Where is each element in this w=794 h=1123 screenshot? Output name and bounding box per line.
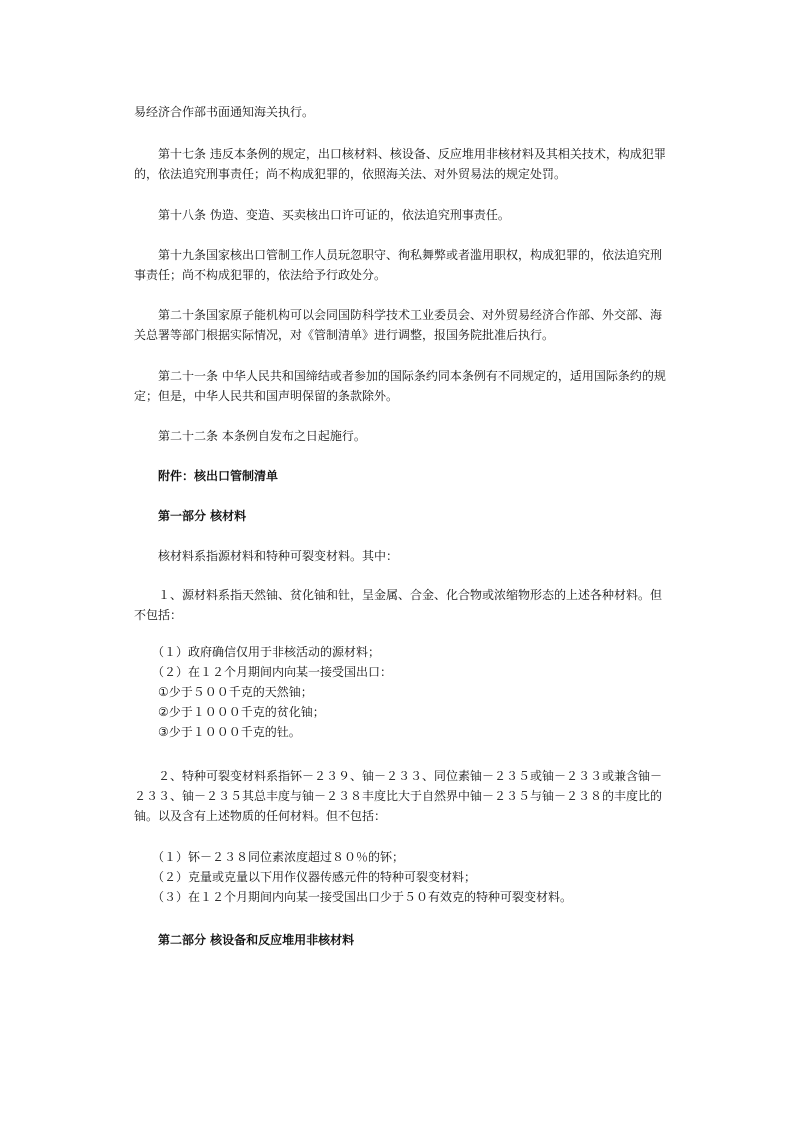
article-19 — [134, 245, 662, 285]
text-line: 第二十条国家原子能机构可以会同国防科学技术工业委员会、对外贸易经济合作部、外交部、海 — [134, 308, 663, 322]
annex-title — [134, 466, 662, 486]
text-line: ２３３、铀－２３５其总丰度与铀－２３８丰度比大于自然界中铀－２３５与铀－２３８的丰度比的 — [134, 789, 663, 803]
part1-title — [134, 506, 662, 526]
part2-title — [134, 930, 662, 950]
article-17 — [134, 144, 666, 184]
text-line: 的，依法追究刑事责任；尚不构成犯罪的，依照海关法、对外贸易法的规定处罚。 — [134, 167, 567, 181]
item-1-list — [134, 642, 662, 742]
item-2-list — [134, 847, 662, 907]
item-2 — [134, 766, 662, 826]
text-line: １、源材料系指天然铀、贫化铀和钍，呈金属、合金、化合物或浓缩物形态的上述各种材料。但 — [134, 588, 663, 602]
list-item: ③少于１０００千克的钍。 — [134, 725, 301, 739]
item-1 — [134, 585, 662, 625]
article-21 — [134, 366, 666, 406]
paragraph-continuation — [134, 102, 662, 122]
text-line: 第二部分 核设备和反应堆用非核材料 — [134, 933, 355, 947]
list-item: （１）钚－２３８同位素浓度超过８０％的钚； — [134, 850, 405, 864]
text-line: 第一部分 核材料 — [134, 509, 247, 523]
text-line: 第十九条国家核出口管制工作人员玩忽职守、徇私舞弊或者滥用职权，构成犯罪的，依法追究刑 — [134, 248, 663, 262]
article-18 — [134, 205, 662, 225]
text-line: 附件：核出口管制清单 — [134, 469, 279, 483]
part1-intro — [134, 546, 662, 566]
list-item: （２）在１２个月期间内向某一接受国出口： — [134, 665, 393, 679]
list-item: ①少于５００千克的天然铀； — [134, 685, 313, 699]
list-item: （３）在１２个月期间内向某一接受国出口少于５０有效克的特种可裂变材料。 — [134, 890, 573, 904]
list-item: （２）克量或克量以下用作仪器传感元件的特种可裂变材料； — [134, 870, 477, 884]
text-line: 第二十一条 中华人民共和国缔结或者参加的国际条约同本条例有不同规定的，适用国际条约的规 — [134, 369, 666, 383]
text-line: 第十七条 违反本条例的规定，出口核材料、核设备、反应堆用非核材料及其相关技术，构成犯罪 — [134, 147, 666, 161]
article-20 — [134, 305, 662, 345]
text-line: 不包括： — [134, 608, 183, 622]
list-item: （１）政府确信仅用于非核活动的源材料； — [134, 645, 381, 659]
article-22 — [134, 426, 662, 446]
text-line: 第十八条 伪造、变造、买卖核出口许可证的，依法追究刑事责任。 — [134, 208, 510, 222]
text-line: ２、特种可裂变材料系指钚－２３９、铀－２３３、同位素铀－２３５或铀－２３３或兼含铀－ — [134, 769, 663, 783]
text-line: 铀。以及含有上述物质的任何材料。但不包括： — [134, 809, 387, 823]
text-line: 关总署等部门根据实际情况，对《管制清单》进行调整，报国务院批准后执行。 — [134, 328, 555, 342]
text-line: 核材料系指源材料和特种可裂变材料。其中： — [134, 549, 399, 563]
text-line: 事责任；尚不构成犯罪的，依法给予行政处分。 — [134, 268, 387, 282]
list-item: ②少于１０００千克的贫化铀； — [134, 705, 325, 719]
text-line: 定；但是，中华人民共和国声明保留的条款除外。 — [134, 389, 399, 403]
text-line: 易经济合作部书面通知海关执行。 — [134, 105, 315, 119]
text-line: 第二十二条 本条例自发布之日起施行。 — [134, 429, 366, 443]
